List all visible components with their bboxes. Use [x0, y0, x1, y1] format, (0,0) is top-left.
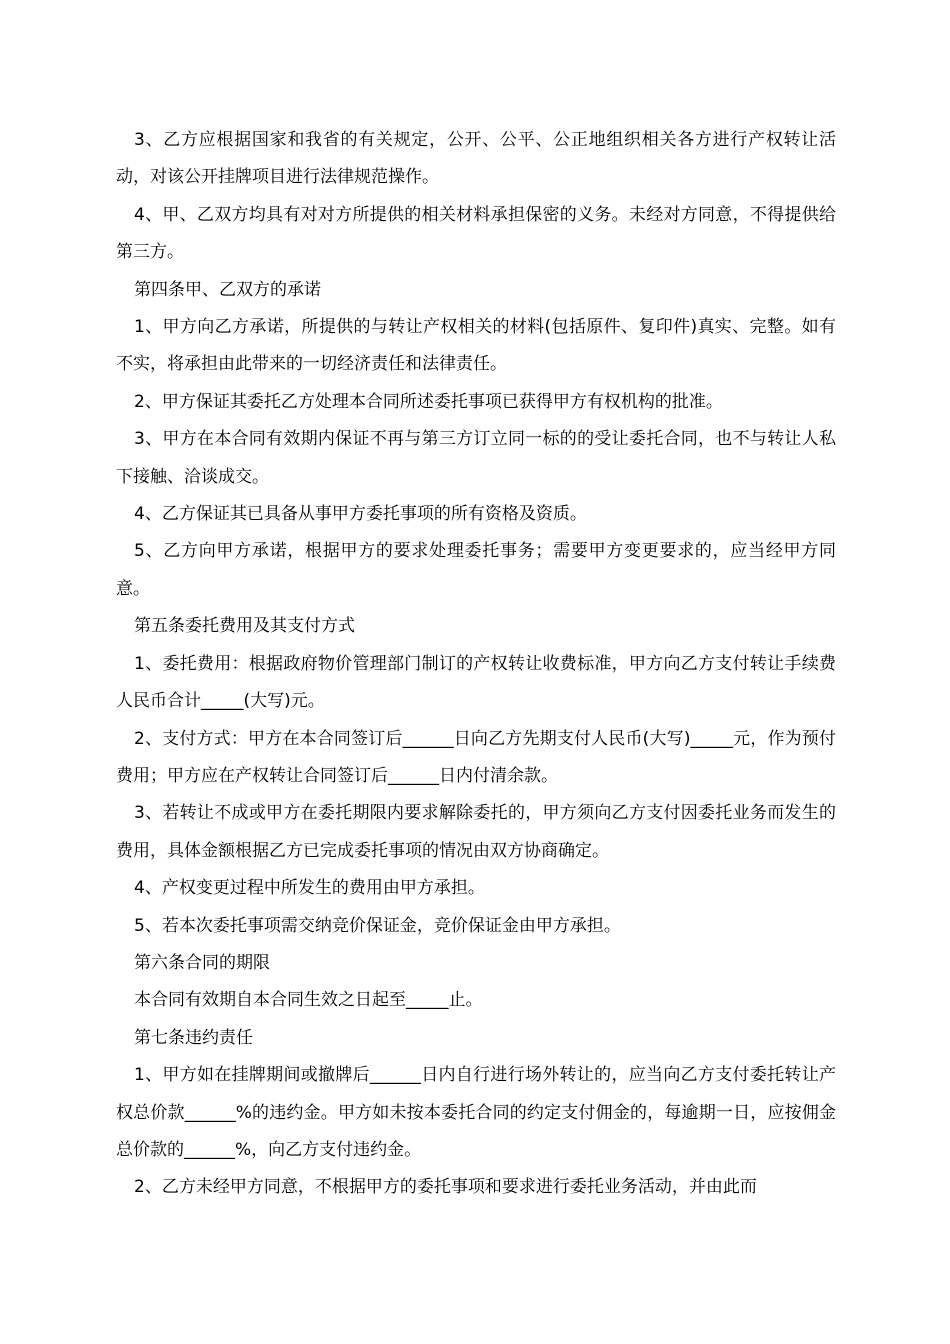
paragraph-clause-4-2: 2、甲方保证其委托乙方处理本合同所述委托事项已获得甲方有权机构的批准。 [134, 391, 723, 412]
paragraph-clause-5-3: 3、若转让不成或甲方在委托期限内要求解除委托的，甲方须向乙方支付因委托业务而发生的费用，具体金额根据乙方已完成委托事项的情况由双方协商确定。 [116, 803, 836, 861]
paragraph-clause-3-3: 3、乙方应根据国家和我省的有关规定，公开、公平、公正地组织相关各方进行产权转让活动，对该公开挂牌项目进行法律规范操作。 [116, 130, 836, 188]
section-heading-article-6: 第六条合同的期限 [134, 952, 270, 973]
paragraph-clause-5-2: 2、支付方式：甲方在本合同签订后______日向乙方先期支付人民币(大写)_____元，作为预付费用；甲方应在产权转让合同签订后______日内付清余款。 [116, 728, 836, 786]
paragraph-clause-5-5: 5、若本次委托事项需交纳竞价保证金，竞价保证金由甲方承担。 [134, 915, 621, 936]
section-heading-article-4: 第四条甲、乙双方的承诺 [134, 279, 321, 300]
section-heading-article-5: 第五条委托费用及其支付方式 [134, 616, 355, 637]
paragraph-clause-4-4: 4、乙方保证其已具备从事甲方委托事项的所有资格及资质。 [134, 504, 587, 525]
paragraph-clause-4-3: 3、甲方在本合同有效期内保证不再与第三方订立同一标的的受让委托合同，也不与转让人私下接触、洽谈成交。 [116, 429, 836, 487]
paragraph-clause-4-5: 5、乙方向甲方承诺，根据甲方的要求处理委托事务；需要甲方变更要求的，应当经甲方同意。 [116, 541, 836, 599]
paragraph-clause-5-1: 1、委托费用：根据政府物价管理部门制订的产权转让收费标准，甲方向乙方支付转让手续费人民币合计_____(大写)元。 [116, 653, 836, 712]
paragraph-clause-7-1: 1、甲方如在挂牌期间或撤牌后______日内自行进行场外转让的，应当向乙方支付委托转让产权总价款______%的违约金。甲方如未按本委托合同的约定支付佣金的，每逾期一日，应按佣金总价款的______%，向乙方支付违约金。 [116, 1065, 836, 1160]
document-body [116, 122, 836, 1207]
paragraph-clause-5-4: 4、产权变更过程中所发生的费用由甲方承担。 [134, 878, 485, 899]
paragraph-article-6-term: 本合同有效期自本合同生效之日起至_____止。 [134, 990, 483, 1011]
section-heading-article-7: 第七条违约责任 [134, 1027, 253, 1048]
paragraph-clause-7-2: 2、乙方未经甲方同意，不根据甲方的委托事项和要求进行委托业务活动，并由此而 [134, 1177, 757, 1198]
paragraph-clause-4-1: 1、甲方向乙方承诺，所提供的与转让产权相关的材料(包括原件、复印件)真实、完整。如有不实，将承担由此带来的一切经济责任和法律责任。 [116, 317, 836, 375]
paragraph-clause-3-4: 4、甲、乙双方均具有对对方所提供的相关材料承担保密的义务。未经对方同意，不得提供给第三方。 [116, 204, 836, 263]
